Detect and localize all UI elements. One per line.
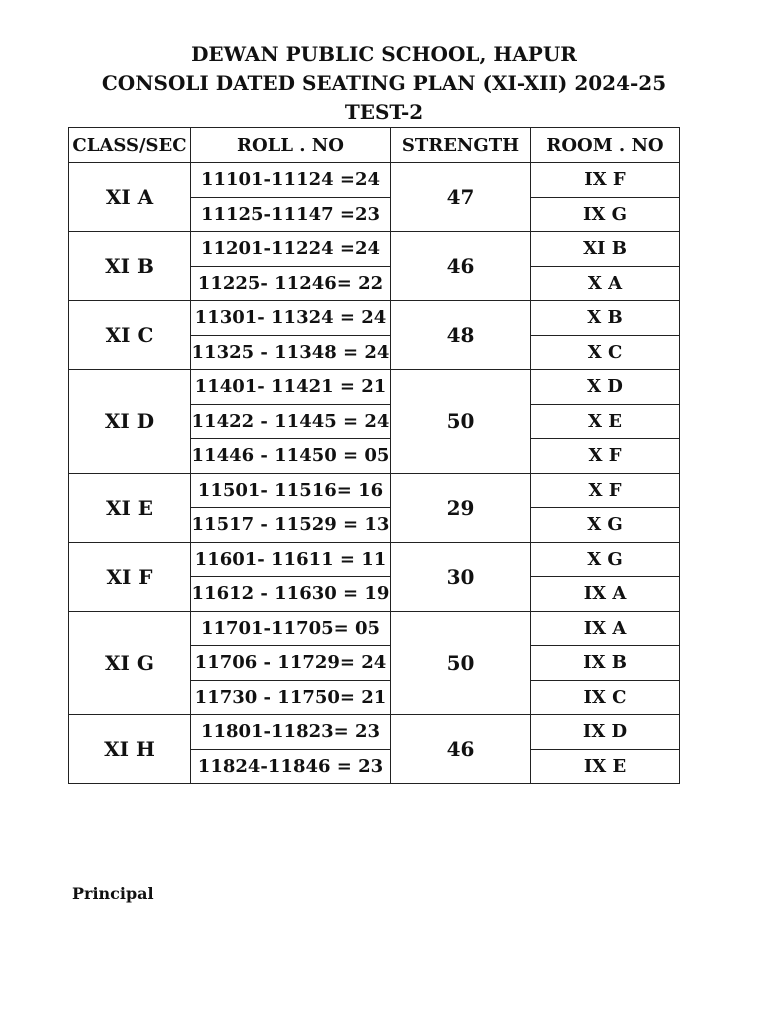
room-number-cell: IX A bbox=[531, 611, 680, 646]
roll-number-cell: 11225- 11246= 22 bbox=[191, 266, 391, 301]
column-header-class: CLASS/SEC bbox=[69, 128, 191, 163]
test-name: TEST-2 bbox=[344, 100, 424, 124]
column-header-roll: ROLL . NO bbox=[191, 128, 391, 163]
room-number-cell: X C bbox=[531, 335, 680, 370]
strength-cell: 29 bbox=[391, 473, 531, 542]
roll-number-cell: 11801-11823= 23 bbox=[191, 715, 391, 750]
room-number-cell: IX E bbox=[531, 749, 680, 784]
strength-cell: 47 bbox=[391, 163, 531, 232]
plan-title: CONSOLI DATED SEATING PLAN (XI-XII) 2024-25 bbox=[101, 71, 667, 95]
table-row bbox=[69, 301, 680, 336]
room-number-cell: X F bbox=[531, 473, 680, 508]
seating-plan-table bbox=[68, 127, 680, 784]
roll-number-cell: 11301- 11324 = 24 bbox=[191, 301, 391, 336]
roll-number-cell: 11101-11124 =24 bbox=[191, 163, 391, 198]
table-row bbox=[69, 542, 680, 577]
strength-cell: 48 bbox=[391, 301, 531, 370]
room-number-cell: X F bbox=[531, 439, 680, 474]
room-number-cell: IX F bbox=[531, 163, 680, 198]
roll-number-cell: 11824-11846 = 23 bbox=[191, 749, 391, 784]
school-name: DEWAN PUBLIC SCHOOL, HAPUR bbox=[191, 42, 577, 66]
class-section-cell: XI F bbox=[69, 542, 191, 611]
class-section-cell: XI E bbox=[69, 473, 191, 542]
roll-number-cell: 11422 - 11445 = 24 bbox=[191, 404, 391, 439]
roll-number-cell: 11325 - 11348 = 24 bbox=[191, 335, 391, 370]
roll-number-cell: 11401- 11421 = 21 bbox=[191, 370, 391, 405]
class-section-cell: XI A bbox=[69, 163, 191, 232]
roll-number-cell: 11446 - 11450 = 05 bbox=[191, 439, 391, 474]
room-number-cell: X D bbox=[531, 370, 680, 405]
room-number-cell: X E bbox=[531, 404, 680, 439]
room-number-cell: IX B bbox=[531, 646, 680, 681]
room-number-cell: IX D bbox=[531, 715, 680, 750]
roll-number-cell: 11701-11705= 05 bbox=[191, 611, 391, 646]
roll-number-cell: 11125-11147 =23 bbox=[191, 197, 391, 232]
strength-cell: 50 bbox=[391, 370, 531, 474]
table-row bbox=[69, 473, 680, 508]
roll-number-cell: 11201-11224 =24 bbox=[191, 232, 391, 267]
table-row bbox=[69, 232, 680, 267]
class-section-cell: XI C bbox=[69, 301, 191, 370]
roll-number-cell: 11706 - 11729= 24 bbox=[191, 646, 391, 681]
strength-cell: 50 bbox=[391, 611, 531, 715]
room-number-cell: X G bbox=[531, 542, 680, 577]
room-number-cell: XI B bbox=[531, 232, 680, 267]
document-header bbox=[0, 40, 768, 127]
room-number-cell: X A bbox=[531, 266, 680, 301]
room-number-cell: IX A bbox=[531, 577, 680, 612]
room-number-cell: X B bbox=[531, 301, 680, 336]
roll-number-cell: 11601- 11611 = 11 bbox=[191, 542, 391, 577]
table-row bbox=[69, 611, 680, 646]
table-header-row bbox=[69, 128, 680, 163]
roll-number-cell: 11501- 11516= 16 bbox=[191, 473, 391, 508]
table-row bbox=[69, 370, 680, 405]
roll-number-cell: 11730 - 11750= 21 bbox=[191, 680, 391, 715]
room-number-cell: IX G bbox=[531, 197, 680, 232]
column-header-room: ROOM . NO bbox=[531, 128, 680, 163]
class-section-cell: XI G bbox=[69, 611, 191, 715]
class-section-cell: XI D bbox=[69, 370, 191, 474]
strength-cell: 46 bbox=[391, 232, 531, 301]
strength-cell: 46 bbox=[391, 715, 531, 784]
class-section-cell: XI H bbox=[69, 715, 191, 784]
roll-number-cell: 11612 - 11630 = 19 bbox=[191, 577, 391, 612]
table-row bbox=[69, 163, 680, 198]
principal-signature-label: Principal bbox=[72, 884, 154, 903]
strength-cell: 30 bbox=[391, 542, 531, 611]
table-row bbox=[69, 715, 680, 750]
roll-number-cell: 11517 - 11529 = 13 bbox=[191, 508, 391, 543]
room-number-cell: X G bbox=[531, 508, 680, 543]
table-body bbox=[69, 163, 680, 784]
class-section-cell: XI B bbox=[69, 232, 191, 301]
column-header-strength: STRENGTH bbox=[391, 128, 531, 163]
room-number-cell: IX C bbox=[531, 680, 680, 715]
